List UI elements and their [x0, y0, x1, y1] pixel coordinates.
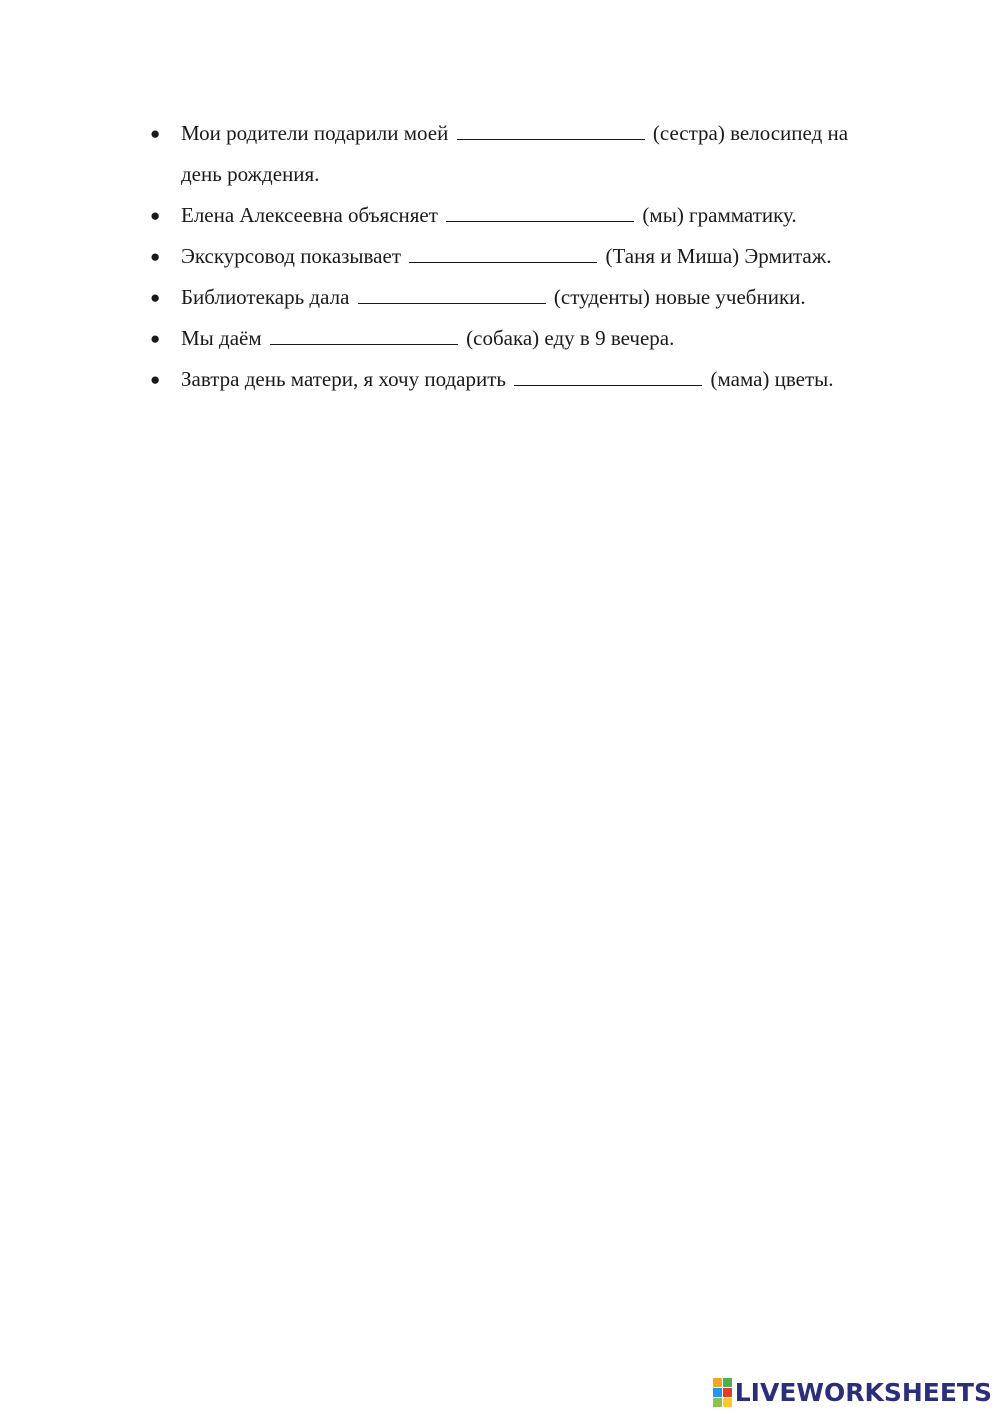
logo-text: LIVEWORKSHEETS — [734, 1377, 992, 1407]
answer-blank[interactable] — [457, 121, 645, 140]
sentence-hint: (сестра) велосипед на день рождения. — [181, 121, 849, 186]
list-item — [150, 359, 890, 400]
exercise-list — [150, 113, 890, 400]
sentence-start: Завтра день матери, я хочу подарить — [181, 367, 506, 391]
bullet-icon: ● — [150, 206, 161, 225]
list-item — [150, 277, 890, 318]
sentence-hint: (Таня и Миша) Эрмитаж. — [605, 244, 832, 268]
answer-blank[interactable] — [514, 367, 702, 386]
sentence-start: Экскурсовод показывает — [181, 244, 401, 268]
sentence-start: Библиотекарь дала — [181, 285, 350, 309]
answer-blank[interactable] — [446, 203, 634, 222]
list-item — [150, 318, 890, 359]
bullet-icon: ● — [150, 370, 161, 389]
list-item — [150, 236, 890, 277]
list-item — [150, 113, 890, 195]
liveworksheets-logo — [713, 1374, 992, 1410]
liveworksheets-mark-icon — [713, 1378, 732, 1407]
answer-blank[interactable] — [409, 244, 597, 263]
bullet-icon: ● — [150, 247, 161, 266]
sentence-hint: (студенты) новые учебники. — [553, 285, 806, 309]
bullet-icon: ● — [150, 329, 161, 348]
bullet-icon: ● — [150, 288, 161, 307]
sentence-start: Мы даём — [181, 326, 262, 350]
answer-blank[interactable] — [358, 285, 546, 304]
sentence-hint: (мы) грамматику. — [642, 203, 797, 227]
sentence-hint: (мама) цветы. — [710, 367, 834, 391]
answer-blank[interactable] — [270, 326, 458, 345]
sentence-start: Елена Алексеевна объясняет — [181, 203, 438, 227]
sentence-hint: (собака) еду в 9 вечера. — [466, 326, 675, 350]
sentence-start: Мои родители подарили моей — [181, 121, 449, 145]
bullet-icon: ● — [150, 124, 161, 143]
list-item — [150, 195, 890, 236]
